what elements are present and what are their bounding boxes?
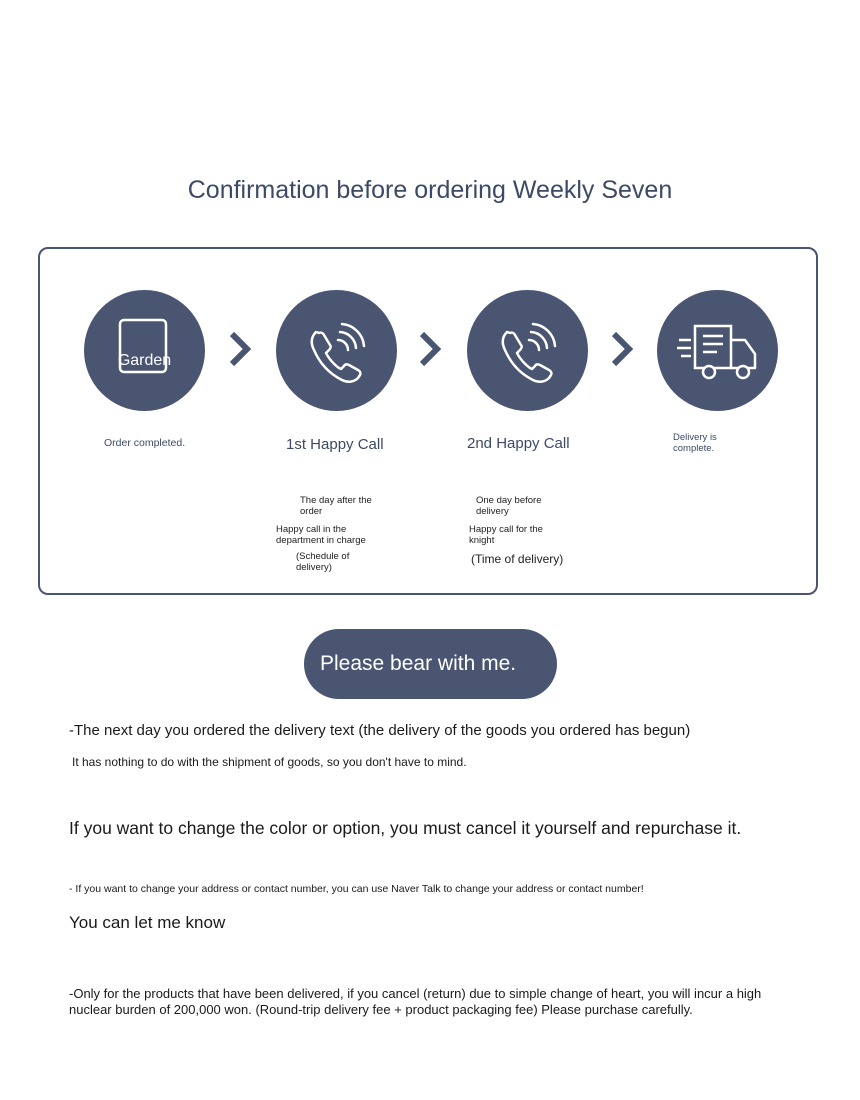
step-first-call-who: Happy call in the department in charge [276, 524, 366, 546]
phone-icon [276, 290, 397, 411]
step-first-call-when: The day after the order [300, 495, 372, 517]
box-icon [84, 290, 205, 411]
notice-delivery-text-detail: It has nothing to do with the shipment of goods, so you don't have to mind. [72, 755, 467, 769]
step-first-call-what: (Schedule of delivery) [296, 551, 350, 573]
chevron-right-icon [227, 330, 253, 368]
step-delivery-complete-label: Delivery is complete. [673, 432, 717, 454]
step-second-call-when: One day before delivery [476, 495, 542, 517]
step-first-call-circle [276, 290, 397, 411]
notice-change-option: If you want to change the color or option, you must cancel it yourself and repurchase it. [69, 818, 742, 838]
step-delivery-complete-circle [657, 290, 778, 411]
chevron-right-icon [417, 330, 443, 368]
step-second-call-label: 2nd Happy Call [467, 435, 570, 452]
box-icon-text: Garden [117, 352, 172, 369]
step-second-call-circle [467, 290, 588, 411]
truck-icon [657, 290, 778, 411]
order-process-panel [38, 247, 818, 595]
notice-delivery-text: -The next day you ordered the delivery text (the delivery of the goods you ordered has begun) [69, 722, 691, 739]
notice-return-fee: -Only for the products that have been delivered, if you cancel (return) due to simple change of heart, you will incur a high nuclear burden of 200,000 won. (Round-trip delivery fee + product packaging fee) Please purchase carefully. [69, 986, 762, 1017]
step-first-call-label: 1st Happy Call [286, 436, 384, 453]
notice-change-address: - If you want to change your address or contact number, you can use Naver Talk to change your address or contact number! [69, 883, 644, 895]
notice-let-me-know: You can let me know [69, 913, 226, 932]
step-order-completed-label: Order completed. [104, 437, 186, 449]
chevron-right-icon [609, 330, 635, 368]
notice-banner: Please bear with me. [304, 629, 557, 699]
step-order-completed-circle [84, 290, 205, 411]
page-title: Confirmation before ordering Weekly Seven [187, 176, 673, 204]
step-second-call-who: Happy call for the knight [469, 524, 543, 546]
phone-icon [467, 290, 588, 411]
step-second-call-what: (Time of delivery) [471, 552, 564, 566]
